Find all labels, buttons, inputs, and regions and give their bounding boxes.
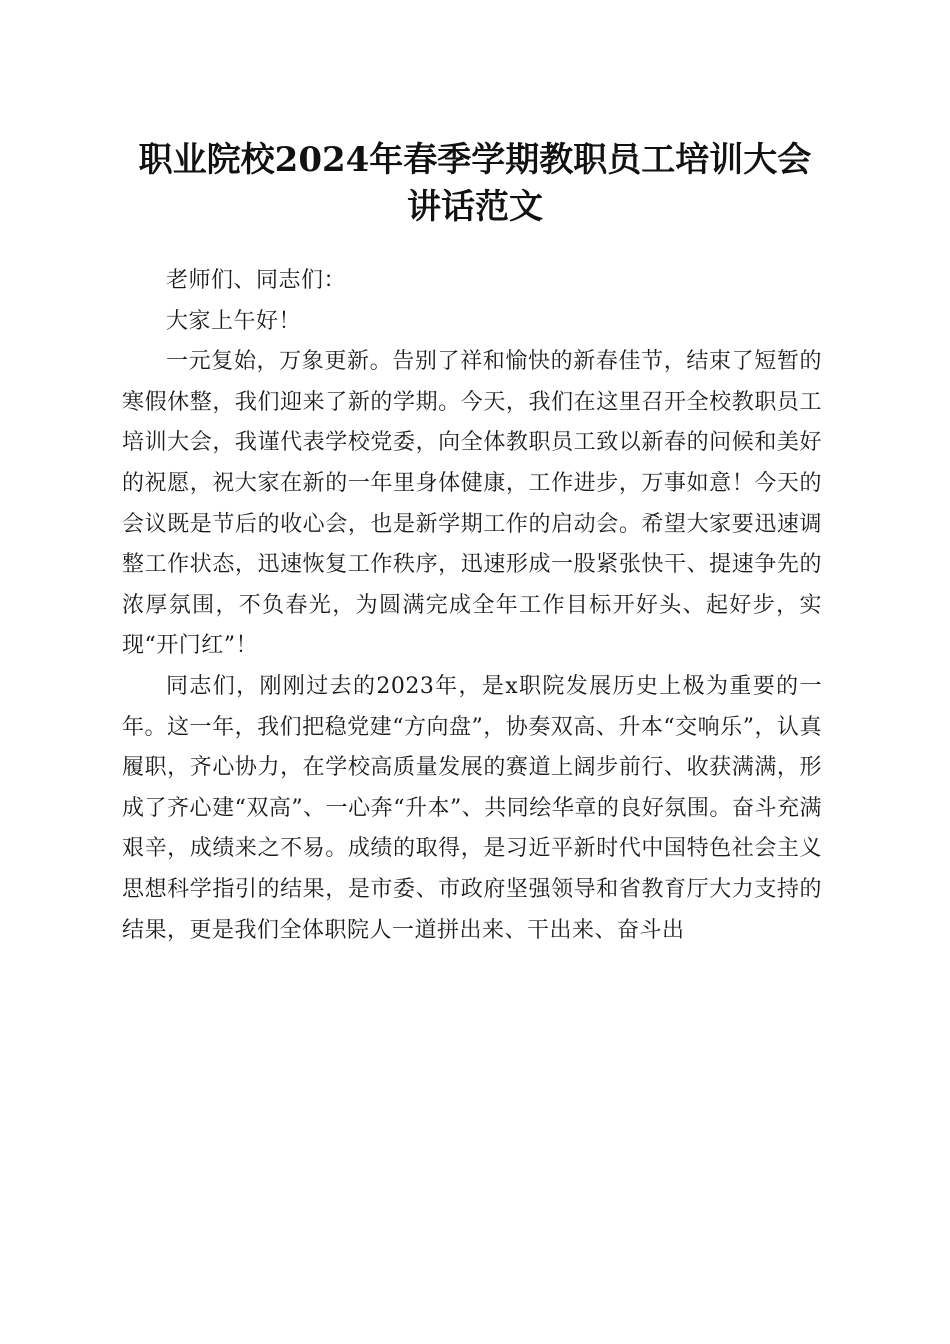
salutation: 老师们、同志们： bbox=[166, 268, 347, 293]
body-paragraph: 同志们，刚刚过去的2023年，是x职院发展历史上极为重要的一年。这一年，我们把稳党建“方向盘”，协奏双高、升本“交响乐”，认真履职，齐心协力，在学校高质量发展的赛道上阔步前行、收获满满，形成了齐心建“双高”、一心奔“升本”、共同绘华章的良好氛围。奋斗充满艰辛，成绩来之不易。成绩的取得，是习近平新时代中国特色社会主义思想科学指引的结果，是市委、市政府坚强领导和省教育厅大力支持的结果，更是我们全体职院人一道拼出来、干出来、奋斗出 bbox=[122, 673, 822, 943]
document-body bbox=[122, 261, 822, 951]
document-title-line-2: 讲话范文 bbox=[407, 187, 543, 227]
greeting: 大家上午好！ bbox=[166, 308, 302, 334]
body-paragraph: 一元复始，万象更新。告别了祥和愉快的新春佳节，结束了短暂的寒假休整，我们迎来了新的学期。今天，我们在这里召开全校教职员工培训大会，我谨代表学校党委，向全体教职员工致以新春的问候和美好的祝愿，祝大家在新的一年里身体健康，工作进步，万事如意！今天的会议既是节后的收心会，也是新学期工作的启动会。希望大家要迅速调整工作状态，迅速恢复工作秩序，迅速形成一股紧张快干、提速争先的浓厚氛围，不负春光，为圆满完成全年工作目标开好头、起好步，实现“开门红”！ bbox=[122, 349, 822, 659]
document-title-line-1: 职业院校2024年春季学期教职员工培训大会 bbox=[138, 140, 812, 180]
